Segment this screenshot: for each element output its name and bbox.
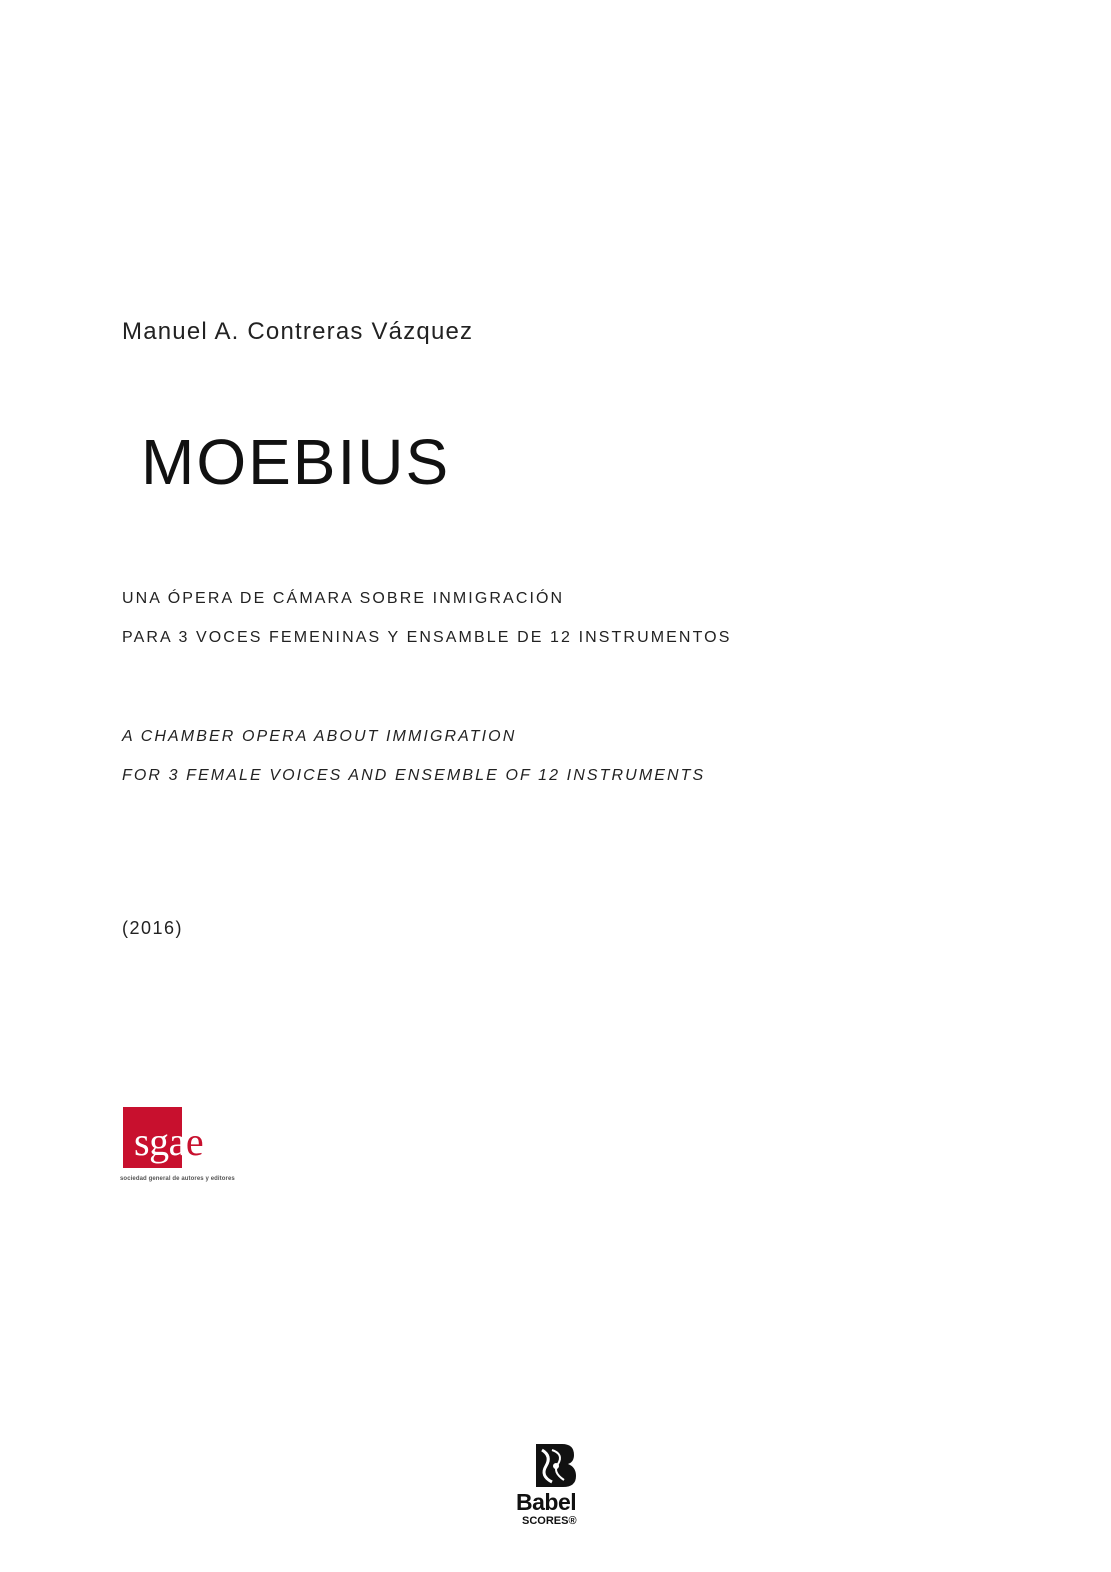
composition-year: (2016) bbox=[122, 918, 184, 938]
babel-logo-sub: SCORES® bbox=[522, 1515, 577, 1527]
sgae-logo-tagline: sociedad general de autores y editores bbox=[120, 1176, 235, 1182]
babel-logo-name: Babel bbox=[516, 1489, 577, 1515]
sgae-logo bbox=[120, 1105, 238, 1185]
subtitle-es-line-1: UNA ÓPERA DE CÁMARA SOBRE INMIGRACIÓN bbox=[122, 590, 565, 607]
babel-scores-logo bbox=[512, 1440, 594, 1530]
subtitle-en-line-1: A CHAMBER OPERA ABOUT IMMIGRATION bbox=[122, 728, 517, 745]
babel-b-icon bbox=[512, 1440, 594, 1490]
sgae-logo-text: sgae bbox=[134, 1119, 204, 1164]
subtitle-en-line-2: FOR 3 FEMALE VOICES AND ENSEMBLE OF 12 INSTRUMENTS bbox=[122, 767, 706, 784]
composer-name: Manuel A. Contreras Vázquez bbox=[122, 318, 474, 345]
work-title: MOEBIUS bbox=[141, 426, 451, 498]
subtitle-es-line-2: PARA 3 VOCES FEMENINAS Y ENSAMBLE DE 12 INSTRUMENTOS bbox=[122, 629, 732, 646]
